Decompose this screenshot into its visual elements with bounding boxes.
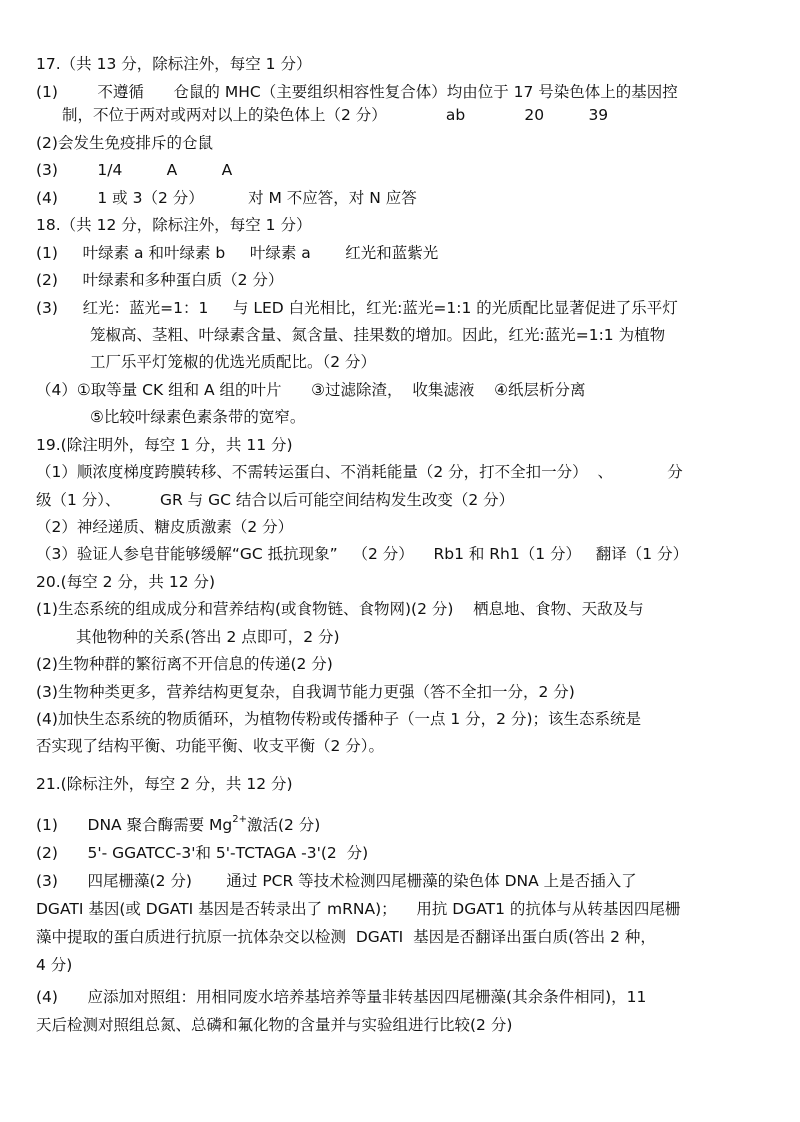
q19-line-1: （1）顺浓度梯度跨膜转移、不需转运蛋白、不消耗能量（2 分，打不全扣一分） 、 分 [36, 463, 683, 481]
q18-header: 18.（共 12 分，除标注外，每空 1 分） [36, 216, 312, 234]
q18-line-3: (3) 红光：蓝光=1：1 与 LED 白光相比，红光:蓝光=1:1 的光质配比显著促进了乐平灯 [36, 299, 678, 317]
q20-line-1: (1)生态系统的组成成分和营养结构(或食物链、食物网)(2 分) 栖息地、食物、天敌及与 [36, 600, 644, 618]
q18-line-5: 工厂乐平灯笼椒的优选光质配比。（2 分） [90, 353, 377, 371]
q21-line-1 [36, 814, 320, 836]
q18-line-4: 笼椒高、茎粗、叶绿素含量、氮含量、挂果数的增加。因此，红光:蓝光=1:1 为植物 [90, 326, 666, 344]
q20-line-6: 否实现了结构平衡、功能平衡、收支平衡（2 分）。 [36, 737, 385, 755]
q19-line-3: （2）神经递质、糖皮质激素（2 分） [36, 518, 294, 536]
q20-line-2: 其他物种的关系(答出 2 点即可，2 分) [76, 628, 340, 646]
q20-line-3: (2)生物种群的繁衍离不开信息的传递(2 分) [36, 655, 333, 673]
q18-line-2: (2) 叶绿素和多种蛋白质（2 分） [36, 271, 284, 289]
q19-line-2: 级（1 分）、 GR 与 GC 结合以后可能空间结构发生改变（2 分） [36, 491, 515, 509]
q17-header: 17.（共 13 分，除标注外，每空 1 分） [36, 55, 312, 73]
q21-line-1-suffix: 激活(2 分) [246, 816, 321, 834]
q17-line-3: (2)会发生免疫排斥的仓鼠 [36, 134, 213, 152]
q21-line-8: 天后检测对照组总氮、总磷和氟化物的含量并与实验组进行比较(2 分) [36, 1016, 513, 1034]
q21-line-1-superscript: 2+ [232, 813, 247, 825]
q21-line-3: (3) 四尾栅藻(2 分) 通过 PCR 等技术检测四尾栅藻的染色体 DNA 上是否插入了 [36, 872, 637, 890]
q18-line-6: （4）①取等量 CK 组和 A 组的叶片 ③过滤除渣， 收集滤液 ④纸层析分离 [36, 381, 586, 399]
q17-line-2: 制，不位于两对或两对以上的染色体上（2 分） ab 20 39 [62, 106, 609, 124]
q19-line-4: （3）验证人参皂苷能够缓解“GC 抵抗现象” （2 分） Rb1 和 Rh1（1 分） 翻译（1 分） [36, 545, 689, 563]
q20-header: 20.(每空 2 分，共 12 分) [36, 573, 216, 591]
q21-line-1-text: (1) DNA 聚合酶需要 Mg [36, 816, 233, 834]
q19-header: 19.(除注明外，每空 1 分，共 11 分) [36, 436, 293, 454]
q20-line-4: (3)生物种类更多，营养结构更复杂，自我调节能力更强（答不全扣一分，2 分) [36, 683, 575, 701]
q21-line-2: (2) 5'- GGATCC-3'和 5'-TCTAGA -3'(2 分) [36, 844, 369, 862]
q18-line-7: ⑤比较叶绿素色素条带的宽窄。 [90, 408, 306, 426]
q21-line-4: DGATI 基因(或 DGATI 基因是否转录出了 mRNA)； 用抗 DGAT1 的抗体与从转基因四尾栅 [36, 900, 681, 918]
q21-line-7: (4) 应添加对照组：用相同废水培养基培养等量非转基因四尾栅藻(其余条件相同)，11 [36, 988, 647, 1006]
q21-header: 21.(除标注外，每空 2 分，共 12 分) [36, 775, 293, 793]
q21-line-5: 藻中提取的蛋白质进行抗原一抗体杂交以检测 DGATI 基因是否翻译出蛋白质(答出 2 种， [36, 928, 656, 946]
q17-line-4: (3) 1/4 A A [36, 161, 233, 179]
q21-line-6: 4 分) [36, 956, 73, 974]
q20-line-5: (4)加快生态系统的物质循环，为植物传粉或传播种子（一点 1 分，2 分)；该生态系统是 [36, 710, 642, 728]
q17-line-5: (4) 1 或 3（2 分） 对 M 不应答，对 N 应答 [36, 189, 417, 207]
q17-line-1: (1) 不遵循 仓鼠的 MHC（主要组织相容性复合体）均由位于 17 号染色体上的基因控 [36, 83, 678, 101]
q18-line-1: (1) 叶绿素 a 和叶绿素 b 叶绿素 a 红光和蓝紫光 [36, 244, 439, 262]
